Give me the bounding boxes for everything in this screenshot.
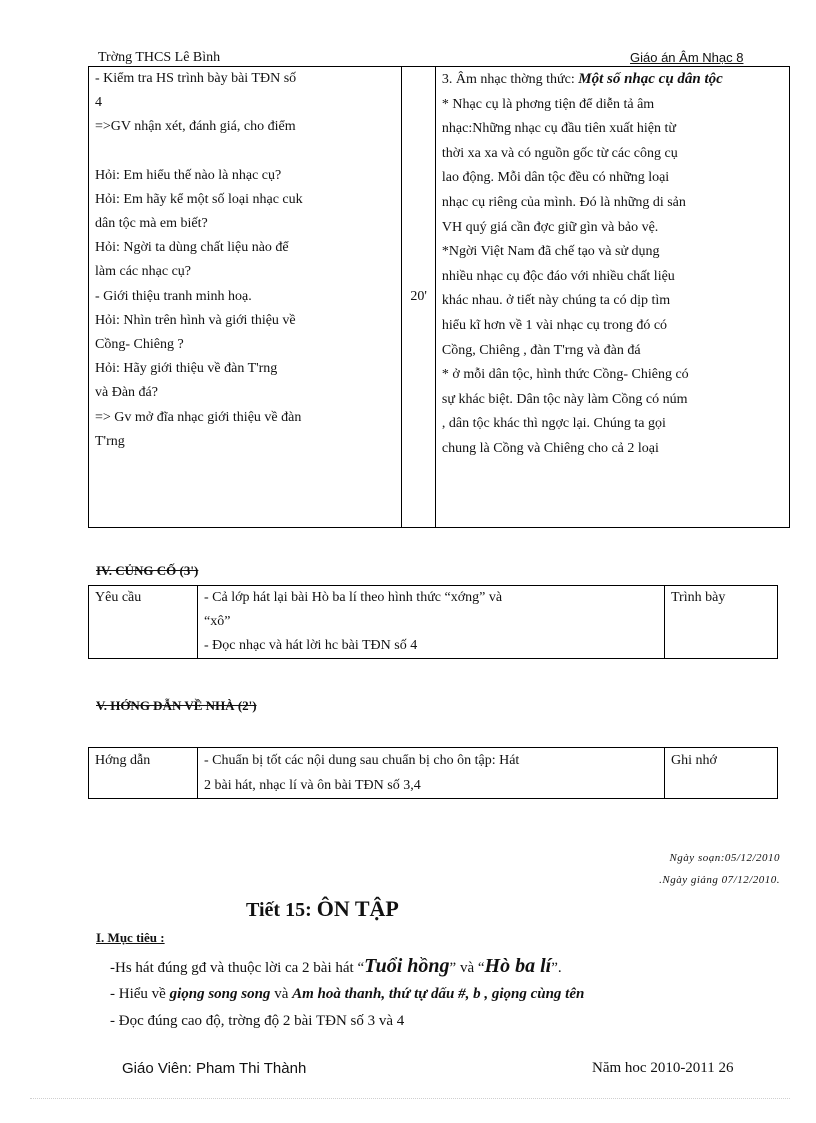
content-line: VH quý giá cần đợc giữ gìn và bảo vệ. <box>441 219 659 235</box>
prepared-date: Ngày soạn:05/12/2010 <box>669 852 780 864</box>
objectives-heading: I. Mục tiêu : <box>96 930 165 945</box>
remember-label: Ghi nhớ <box>665 748 778 799</box>
consolidation-line: - Cả lớp hát lại bài Hò ba lí theo hình thức “xớng” và <box>204 590 503 605</box>
left-line-spacer <box>95 140 395 164</box>
content-line: nhiều nhạc cụ độc đáo với nhiều chất liệu <box>441 268 675 284</box>
content-line: hiểu kĩ hơn về 1 vài nhạc cụ trong đó có <box>441 317 668 333</box>
lesson-title: Tiết 15: ÔN TẬP <box>246 896 399 921</box>
objective-line-3: - Đọc đúng cao độ, trờng độ 2 bài TĐN số 3 và 4 <box>110 1013 405 1029</box>
left-line: Hỏi: Hãy giới thiệu về đàn T'rng <box>95 361 278 377</box>
footer-divider <box>30 1098 790 1099</box>
consolidation-line: - Đọc nhạc và hát lời hc bài TĐN số 4 <box>204 638 418 653</box>
left-line: => Gv mở đĩa nhạc giới thiệu về đàn <box>95 409 302 425</box>
consolidation-content <box>198 586 665 659</box>
left-line: =>GV nhận xét, đánh giá, cho điểm <box>95 119 296 135</box>
left-line: và Đàn đá? <box>95 385 158 401</box>
left-line: làm các nhạc cụ? <box>95 264 191 280</box>
school-year-page: Năm hoc 2010-2011 26 <box>592 1060 734 1076</box>
content-line: chung là Cồng và Chiêng cho cả 2 loại <box>441 440 659 456</box>
objective-line-1: -Hs hát đúng gđ và thuộc lời ca 2 bài hát “Tuổi hồng” và “Hò ba lí”. <box>110 955 562 977</box>
content-line: thời xa xa và có nguồn gốc từ các công cụ <box>441 145 678 161</box>
left-line: Cồng- Chiêng ? <box>95 337 184 353</box>
left-line: dân tộc mà em biết? <box>95 216 208 232</box>
present-label: Trình bày <box>665 586 778 659</box>
subject-title: Giáo án Âm Nhạc 8 <box>630 50 744 65</box>
lesson-activity-table <box>88 66 790 528</box>
objective-line-2: - Hiểu về giọng song song và Am hoà thanh, thứ tự dấu #, b , giọng cùng tên <box>110 986 585 1002</box>
homework-line: - Chuẩn bị tốt các nội dung sau chuẩn bị cho ôn tập: Hát <box>204 753 520 768</box>
consolidation-line: “xô” <box>204 614 231 629</box>
content-line: nhạc cụ riêng của mình. Đó là những di sản <box>441 194 686 210</box>
content-line: khác nhau. ở tiết này chúng ta có dịp tìm <box>441 293 671 309</box>
homework-line: 2 bài hát, nhạc lí và ôn bài TĐN số 3,4 <box>204 778 421 793</box>
school-name: Trờng THCS Lê Bình <box>98 50 221 65</box>
content-line: sự khác biệt. Dân tộc này làm Cồng có núm <box>441 391 688 407</box>
content-cell <box>435 67 789 528</box>
guide-label: Hớng dẫn <box>89 748 198 799</box>
section-v-heading: V. HỚNG DẪN VỀ NHÀ (2') <box>96 698 257 713</box>
content-line: * Nhạc cụ là phơng tiện để diễn tả âm <box>441 96 655 112</box>
content-title: 3. Âm nhạc thờng thức: Một số nhạc cụ dân tộc <box>441 71 723 87</box>
left-line: 4 <box>95 95 102 111</box>
consolidation-table <box>88 585 778 659</box>
left-line: Hỏi: Em hiểu thế nào là nhạc cụ? <box>95 167 282 183</box>
content-line: Cồng, Chiêng , đàn T'rng và đàn đá <box>441 342 641 358</box>
teacher-activity-cell <box>89 67 402 528</box>
left-line: Hỏi: Nhìn trên hình và giới thiệu về <box>95 312 296 328</box>
taught-date: .Ngày giảng 07/12/2010. <box>659 874 780 886</box>
left-line: Hỏi: Em hãy kể một số loại nhạc cuk <box>95 191 303 207</box>
homework-table <box>88 747 778 799</box>
time-cell: 20' <box>402 67 436 528</box>
teacher-name: Giáo Viên: Pham Thi Thành <box>122 1060 307 1077</box>
left-line: - Kiểm tra HS trình bày bài TĐN số <box>95 71 297 86</box>
content-line: lao động. Mỗi dân tộc đều có những loại <box>441 170 670 186</box>
left-line: Hỏi: Ngời ta dùng chất liệu nào để <box>95 240 289 256</box>
requirement-label: Yêu cầu <box>89 586 198 659</box>
section-iv-heading: IV. CỦNG CỐ (3') <box>96 563 199 578</box>
content-line: nhạc:Những nhạc cụ đầu tiên xuất hiện từ <box>441 121 676 137</box>
content-line: * ở mỗi dân tộc, hình thức Cồng- Chiêng có <box>441 367 689 383</box>
homework-content <box>198 748 665 799</box>
content-line: *Ngời Việt Nam đã chế tạo và sử dụng <box>441 244 660 260</box>
left-line: - Giới thiệu tranh minh hoạ. <box>95 288 252 304</box>
left-line: T'rng <box>95 433 125 449</box>
content-line: , dân tộc khác thì ngợc lại. Chúng ta gọi <box>441 416 666 432</box>
